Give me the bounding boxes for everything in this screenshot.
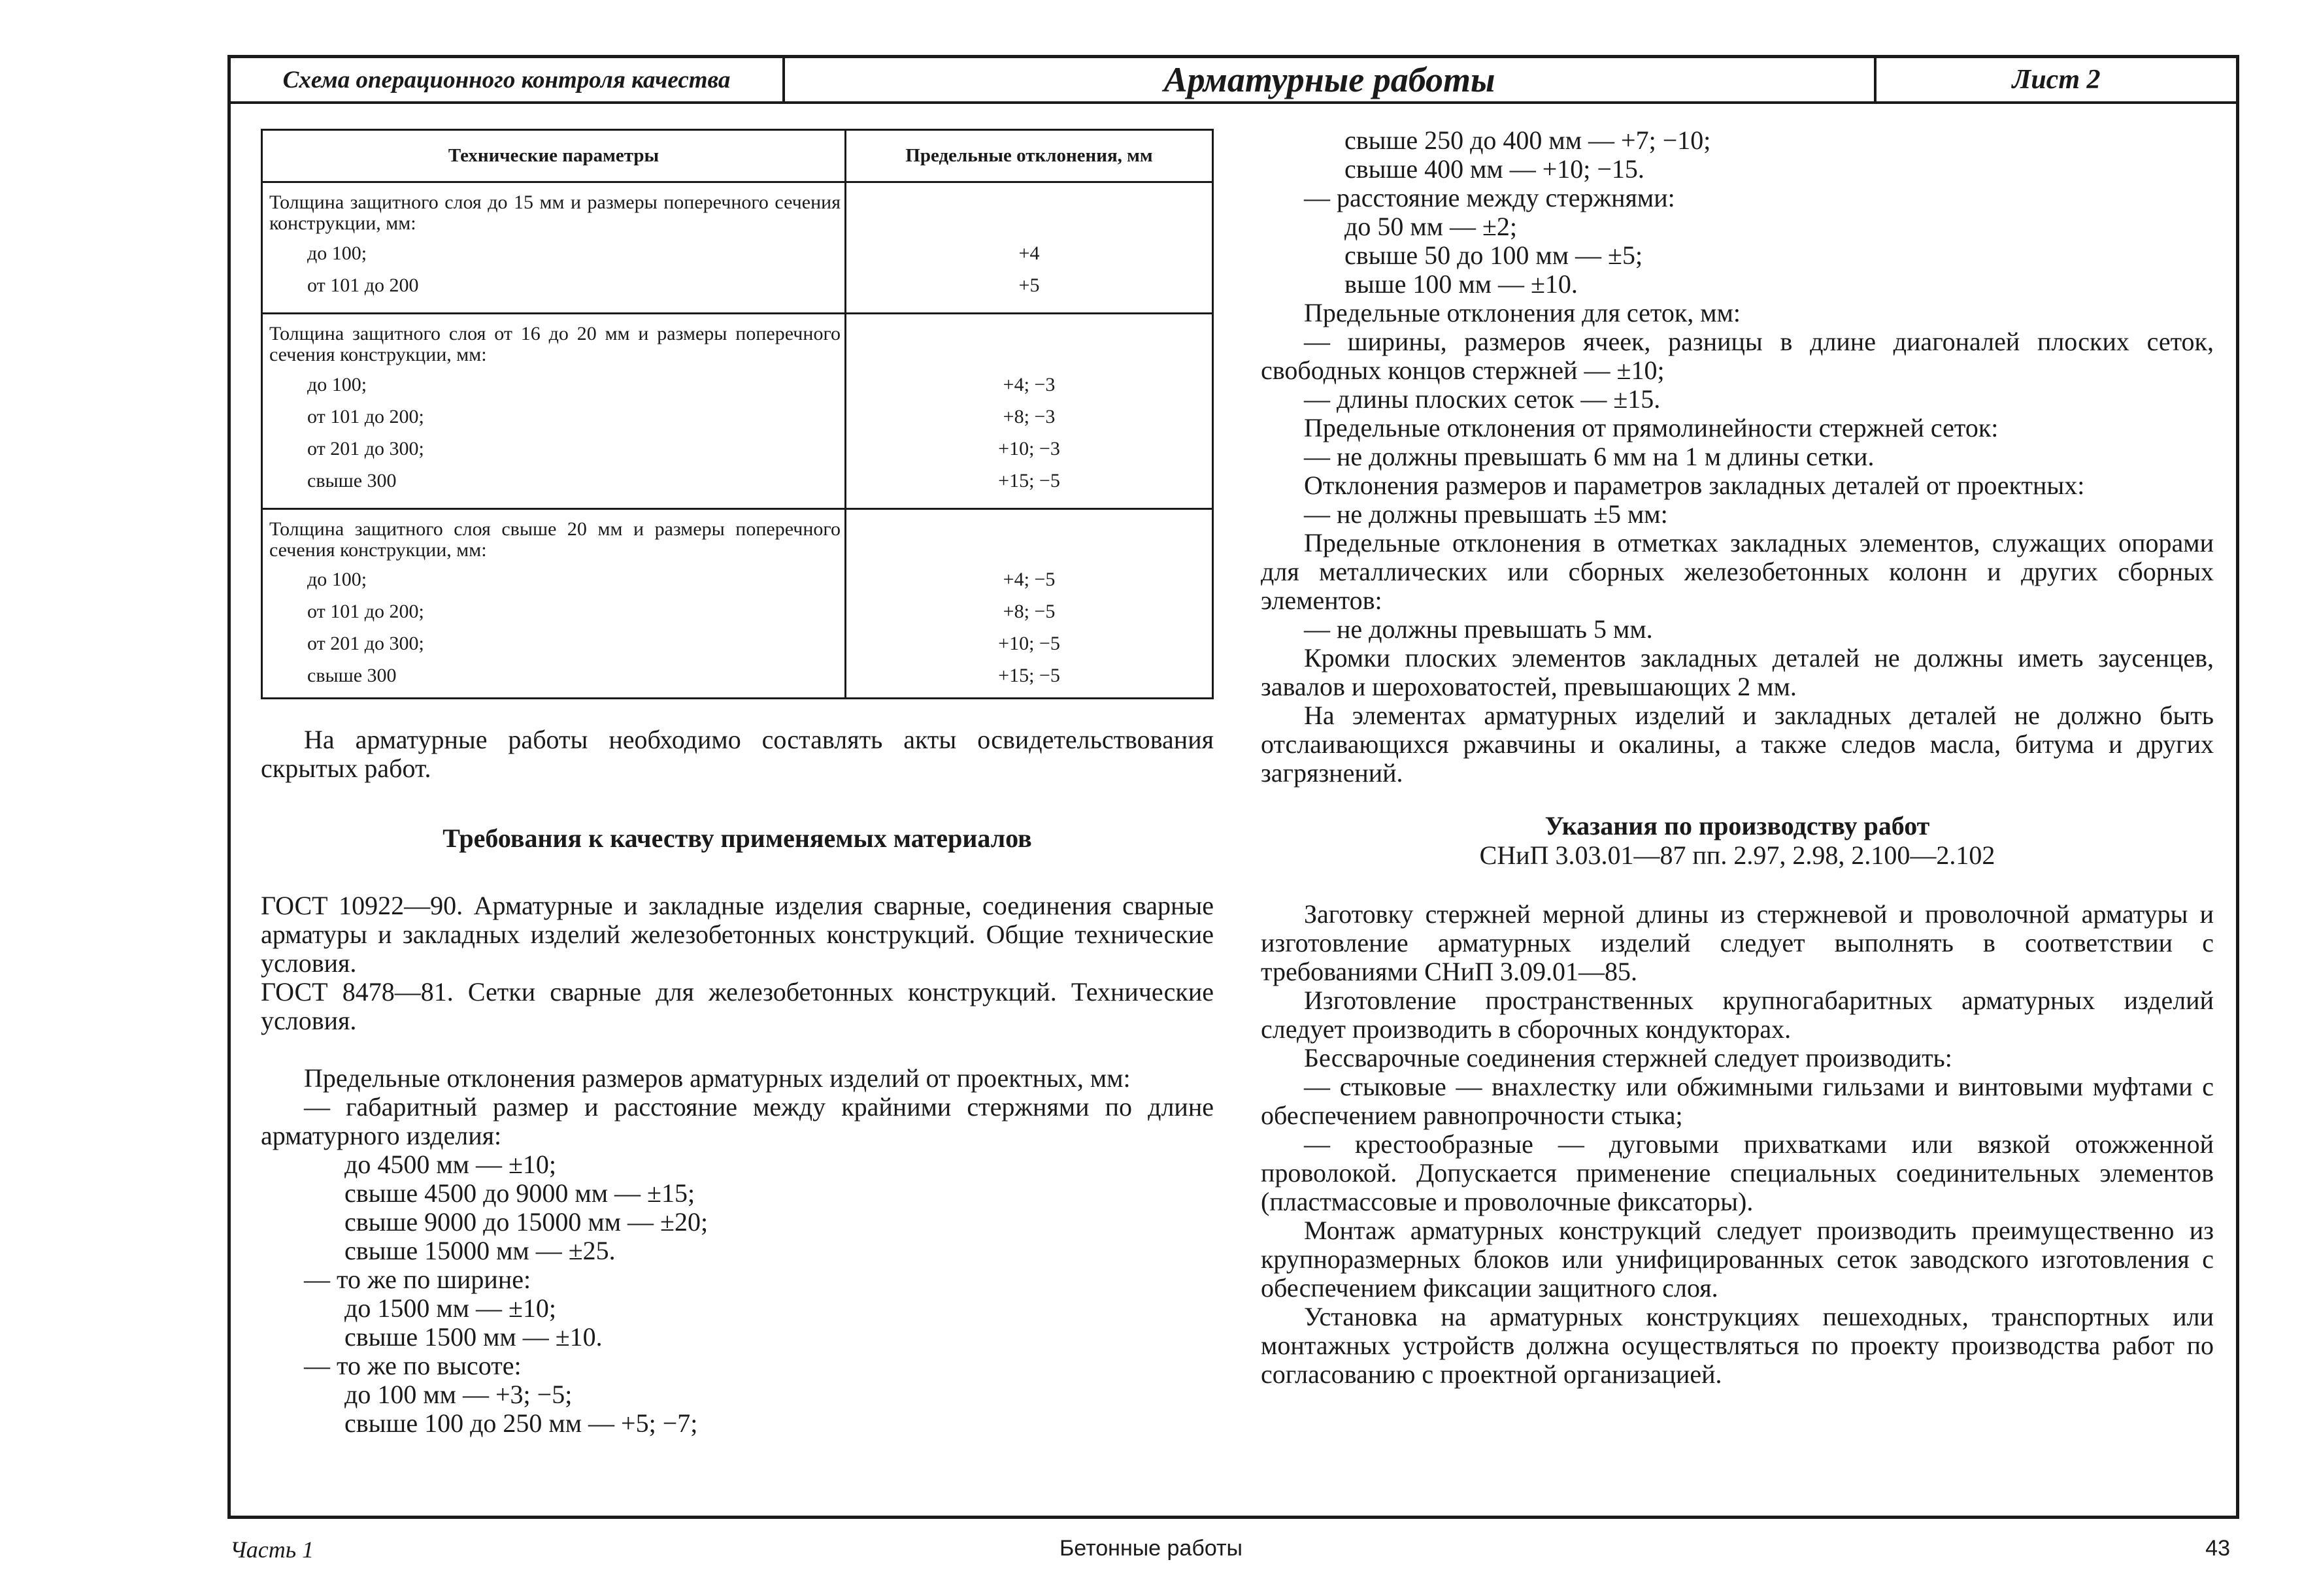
row-param: от 101 до 200; xyxy=(307,405,424,427)
table-row xyxy=(262,269,1213,314)
table-row xyxy=(262,465,1213,509)
bar-spacing-line: свыше 50 до 100 мм — ±5; xyxy=(1344,241,1643,270)
height-item: — то же по высоте: xyxy=(304,1351,522,1381)
overall-size-line: свыше 9000 до 15000 мм — ±20; xyxy=(344,1207,709,1237)
row-param: от 201 до 300; xyxy=(307,437,424,459)
col-header-deviation: Предельные отклонения, мм xyxy=(846,130,1213,182)
edges-paragraph: Кромки плоских элементов закладных деталей не должны иметь заусенцев, завалов и шероховатостей, превышающих 2 мм. xyxy=(1261,643,2214,701)
height-continued-line: свыше 250 до 400 мм — +7; −10; xyxy=(1344,125,1711,155)
footer-page-number: 43 xyxy=(2205,1536,2230,1561)
sheet-header xyxy=(231,58,2236,104)
table-row xyxy=(262,659,1213,699)
instruction-paragraph: Установка на арматурных конструкциях пешеходных, транспортных или монтажных устройств должна осуществляться по проекту производства работ по согласованию с проектной организацией. xyxy=(1261,1302,2214,1389)
gost-10922-paragraph: ГОСТ 10922—90. Арматурные и закладные изделия сварные, соединения сварные арматуры и закладных изделий железобетонных конструкций. Общие технические условия. xyxy=(261,891,1214,978)
row-param: свыше 300 xyxy=(307,665,397,687)
materials-heading: Требования к качеству применяемых материалов xyxy=(442,823,1032,854)
instructions-heading: Указания по производству работ xyxy=(1544,811,1930,840)
overall-size-line: до 4500 мм — ±10; xyxy=(344,1150,557,1180)
row-deviation: +5 xyxy=(1018,274,1040,296)
table-group-title-row xyxy=(262,508,1213,563)
height-continued-line: свыше 400 мм — +10; −15. xyxy=(1344,154,1644,184)
footer-section: Бетонные работы xyxy=(1059,1536,1243,1561)
group-title: Толщина защитного слоя до 15 мм и размеры поперечного сечения конструкции, мм: xyxy=(269,191,841,235)
height-line: до 100 мм — +3; −5; xyxy=(344,1380,573,1410)
width-line: свыше 1500 мм — ±10. xyxy=(344,1322,603,1352)
gost-8478-paragraph: ГОСТ 8478—81. Сетки сварные для железобетонных конструкций. Технические условия. xyxy=(261,977,1214,1036)
width-item: — то же по ширине: xyxy=(304,1265,531,1295)
table-row xyxy=(262,369,1213,401)
height-line: свыше 100 до 250 мм — +5; −7; xyxy=(344,1408,698,1438)
row-param: до 100; xyxy=(307,569,367,591)
nets-width-item: — ширины, размеров ячеек, разницы в длине диагоналей плоских сеток, свободных концов стержней — ±10; xyxy=(1261,327,2214,385)
row-deviation: +8; −3 xyxy=(1003,405,1056,427)
table-header-row xyxy=(262,130,1213,182)
straightness-intro: Предельные отклонения от прямолинейности стержней сеток: xyxy=(1304,413,1999,442)
rust-paragraph: На элементах арматурных изделий и закладных деталей не должно быть отслаивающихся ржавчины и окалины, а также следов масла, битума и других загрязнений. xyxy=(1261,701,2214,788)
bar-spacing-line: до 50 мм — ±2; xyxy=(1344,212,1518,241)
table-row xyxy=(262,627,1213,659)
row-param: от 101 до 200 xyxy=(307,274,419,296)
table-group-title-row xyxy=(262,313,1213,368)
overall-size-item: — габаритный размер и расстояние между крайними стержнями по длине арматурного изделия: xyxy=(261,1092,1214,1151)
width-line: до 1500 мм — ±10; xyxy=(344,1293,557,1323)
row-param: до 100; xyxy=(307,373,367,395)
group-title: Толщина защитного слоя свыше 20 мм и размеры поперечного сечения конструкции, мм: xyxy=(269,518,841,561)
nets-length-item: — длины плоских сеток — ±15. xyxy=(1304,384,1661,414)
table-row xyxy=(262,563,1213,595)
support-marks-paragraph: Предельные отклонения в отметках закладных элементов, служащих опорами для металлических или сборных железобетонных колонн и других сборных элементов: xyxy=(1261,528,2214,615)
row-param: от 101 до 200; xyxy=(307,601,424,623)
row-deviation: +10; −5 xyxy=(998,633,1060,655)
row-param: свыше 300 xyxy=(307,469,397,491)
group-title: Толщина защитного слоя от 16 до 20 мм и размеры поперечного сечения конструкции, мм: xyxy=(269,322,841,366)
row-deviation: +4; −5 xyxy=(1003,569,1056,591)
footer-part: Часть 1 xyxy=(230,1537,314,1563)
page-frame xyxy=(227,55,2239,1519)
row-deviation: +10; −3 xyxy=(998,437,1060,459)
instruction-paragraph: Бессварочные соединения стержней следует производить: xyxy=(1304,1043,1952,1072)
left-column xyxy=(261,129,1214,1438)
acts-paragraph: На арматурные работы необходимо составлять акты освидетельствования скрытых работ. xyxy=(261,725,1214,784)
table-row xyxy=(262,595,1213,627)
row-deviation: +4; −3 xyxy=(1003,373,1056,395)
overall-size-line: свыше 15000 мм — ±25. xyxy=(344,1236,616,1266)
straightness-item: — не должны превышать 6 мм на 1 м длины сетки. xyxy=(1304,442,1875,471)
right-column xyxy=(1261,126,2214,1389)
col-header-params: Технические параметры xyxy=(262,130,846,182)
deviations-intro: Предельные отклонения размеров арматурных изделий от проектных, мм: xyxy=(304,1063,1131,1093)
header-scheme-title: Схема операционного контроля качества xyxy=(231,58,785,101)
instruction-paragraph: Монтаж арматурных конструкций следует производить преимущественно из крупноразмерных блоков или унифицированных сеток заводского изготовления с обеспечением фиксации защитного слоя. xyxy=(1261,1216,2214,1303)
table-row xyxy=(262,237,1213,269)
embedded-parts-intro: Отклонения размеров и параметров закладных деталей от проектных: xyxy=(1304,471,2085,500)
table-row xyxy=(262,433,1213,465)
header-sheet-number: Лист 2 xyxy=(2012,65,2101,95)
overall-size-line: свыше 4500 до 9000 мм — ±15; xyxy=(344,1178,695,1208)
table-row xyxy=(262,401,1213,433)
instruction-paragraph: Изготовление пространственных крупногабаритных арматурных изделий следует производить в сборочных кондукторах. xyxy=(1261,986,2214,1044)
tolerance-table xyxy=(261,129,1214,699)
bar-spacing-line: выше 100 мм — ±10. xyxy=(1344,269,1578,299)
instruction-item: — крестообразные — дуговыми прихватками или вязкой отожженной проволокой. Допускается применение специальных соединительных элементов (пластмассовые и проволочные фиксаторы). xyxy=(1261,1129,2214,1216)
table-group-title-row xyxy=(262,182,1213,237)
instruction-paragraph: Заготовку стержней мерной длины из стержневой и проволочной арматуры и изготовление арматурных изделий следует выполнять в соответствии с требованиями СНиП 3.09.01—85. xyxy=(1261,899,2214,986)
row-param: от 201 до 300; xyxy=(307,633,424,655)
support-marks-item: — не должны превышать 5 мм. xyxy=(1304,614,1653,644)
instruction-item: — стыковые — внахлестку или обжимными гильзами и винтовыми муфтами с обеспечением равнопрочности стыка; xyxy=(1261,1072,2214,1130)
bar-spacing-item: — расстояние между стержнями: xyxy=(1304,183,1675,212)
row-deviation: +15; −5 xyxy=(998,469,1060,491)
row-deviation: +15; −5 xyxy=(998,665,1060,687)
row-param: до 100; xyxy=(307,242,367,264)
embedded-parts-item: — не должны превышать ±5 мм: xyxy=(1304,499,1668,529)
row-deviation: +8; −5 xyxy=(1003,601,1056,623)
instructions-reference: СНиП 3.03.01—87 пп. 2.97, 2.98, 2.100—2.102 xyxy=(1479,840,1995,870)
nets-deviation-intro: Предельные отклонения для сеток, мм: xyxy=(1304,298,1741,327)
row-deviation: +4 xyxy=(1018,242,1040,264)
header-work-title: Арматурные работы xyxy=(785,58,1877,101)
